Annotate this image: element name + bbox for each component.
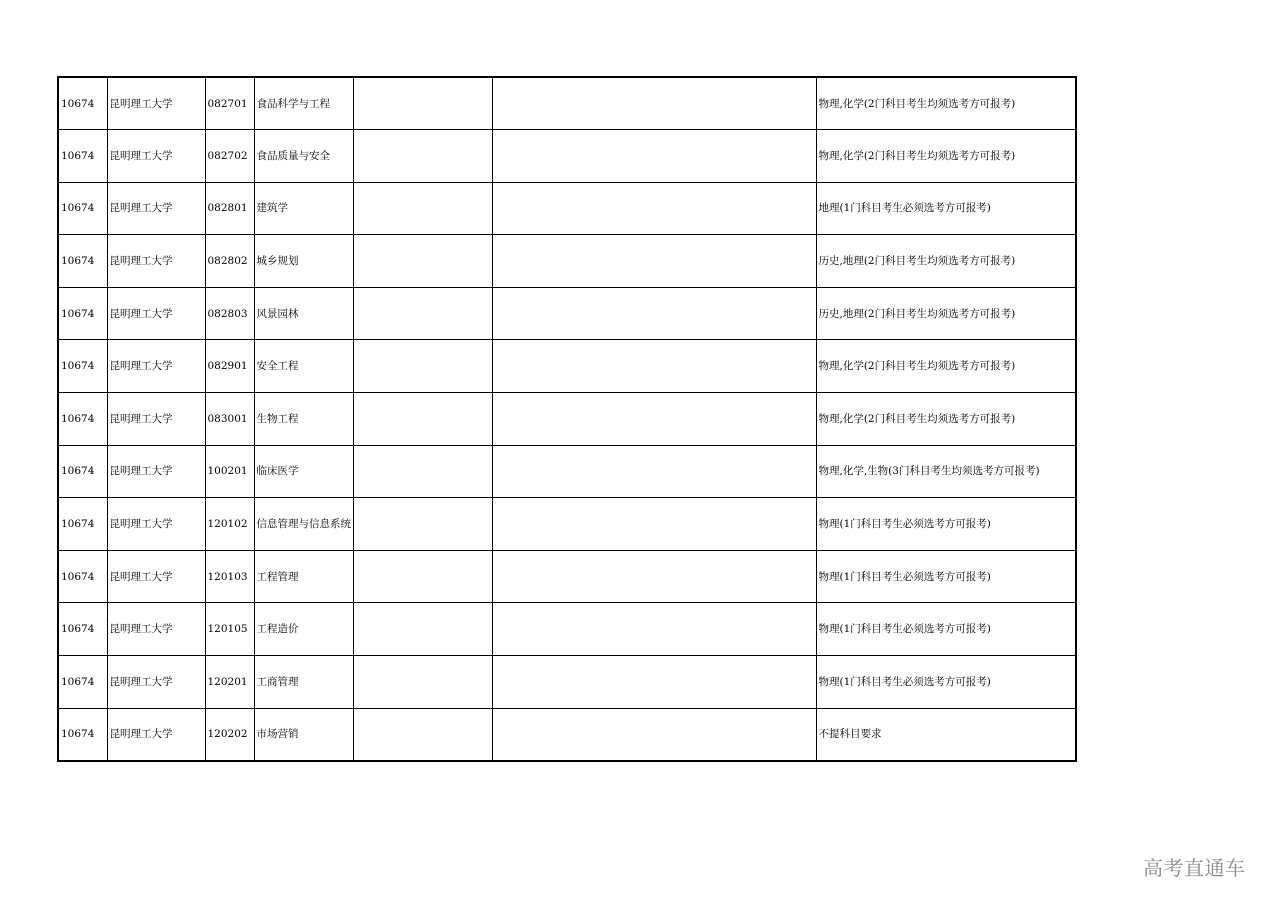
empty-cell bbox=[353, 550, 492, 603]
school-code-cell: 10674 bbox=[58, 708, 107, 761]
school-name-cell: 昆明理工大学 bbox=[107, 550, 205, 603]
school-code-cell: 10674 bbox=[58, 287, 107, 340]
major-name-cell: 食品科学与工程 bbox=[254, 77, 353, 130]
empty-cell bbox=[353, 182, 492, 235]
school-code-cell: 10674 bbox=[58, 77, 107, 130]
school-name-cell: 昆明理工大学 bbox=[107, 498, 205, 551]
empty-cell bbox=[492, 235, 816, 288]
watermark-text: 高考直通车 bbox=[1143, 856, 1246, 880]
table-row bbox=[58, 708, 1076, 761]
empty-cell bbox=[492, 130, 816, 183]
school-name-cell: 昆明理工大学 bbox=[107, 708, 205, 761]
table-row bbox=[58, 287, 1076, 340]
subject-requirement-cell: 地理(1门科目考生必须选考方可报考) bbox=[816, 182, 1076, 235]
empty-cell bbox=[492, 287, 816, 340]
major-code-cell: 082702 bbox=[205, 130, 254, 183]
table-row bbox=[58, 656, 1076, 709]
empty-cell bbox=[492, 708, 816, 761]
empty-cell bbox=[492, 550, 816, 603]
major-code-cell: 082901 bbox=[205, 340, 254, 393]
major-code-cell: 120102 bbox=[205, 498, 254, 551]
empty-cell bbox=[492, 393, 816, 446]
empty-cell bbox=[492, 77, 816, 130]
major-name-cell: 工商管理 bbox=[254, 656, 353, 709]
empty-cell bbox=[492, 656, 816, 709]
major-code-cell: 082801 bbox=[205, 182, 254, 235]
school-name-cell: 昆明理工大学 bbox=[107, 77, 205, 130]
school-name-cell: 昆明理工大学 bbox=[107, 182, 205, 235]
school-name-cell: 昆明理工大学 bbox=[107, 340, 205, 393]
school-name-cell: 昆明理工大学 bbox=[107, 656, 205, 709]
school-code-cell: 10674 bbox=[58, 498, 107, 551]
subject-requirement-cell: 历史,地理(2门科目考生均须选考方可报考) bbox=[816, 235, 1076, 288]
table-row bbox=[58, 550, 1076, 603]
major-code-cell: 082803 bbox=[205, 287, 254, 340]
school-code-cell: 10674 bbox=[58, 130, 107, 183]
subject-requirement-cell: 物理,化学,生物(3门科目考生均须选考方可报考) bbox=[816, 445, 1076, 498]
major-name-cell: 生物工程 bbox=[254, 393, 353, 446]
subject-requirement-cell: 物理,化学(2门科目考生均须选考方可报考) bbox=[816, 393, 1076, 446]
empty-cell bbox=[492, 340, 816, 393]
subject-requirement-cell: 历史,地理(2门科目考生均须选考方可报考) bbox=[816, 287, 1076, 340]
empty-cell bbox=[353, 445, 492, 498]
empty-cell bbox=[353, 77, 492, 130]
school-code-cell: 10674 bbox=[58, 182, 107, 235]
major-code-cell: 120105 bbox=[205, 603, 254, 656]
subject-requirement-cell: 物理(1门科目考生必须选考方可报考) bbox=[816, 603, 1076, 656]
major-name-cell: 市场营销 bbox=[254, 708, 353, 761]
table-row bbox=[58, 498, 1076, 551]
table-body bbox=[58, 77, 1076, 761]
major-name-cell: 安全工程 bbox=[254, 340, 353, 393]
subject-requirement-cell: 物理(1门科目考生必须选考方可报考) bbox=[816, 656, 1076, 709]
subject-requirement-cell: 物理(1门科目考生必须选考方可报考) bbox=[816, 498, 1076, 551]
empty-cell bbox=[492, 498, 816, 551]
school-name-cell: 昆明理工大学 bbox=[107, 603, 205, 656]
major-name-cell: 城乡规划 bbox=[254, 235, 353, 288]
subject-requirement-cell: 物理,化学(2门科目考生均须选考方可报考) bbox=[816, 130, 1076, 183]
major-name-cell: 食品质量与安全 bbox=[254, 130, 353, 183]
major-name-cell: 工程管理 bbox=[254, 550, 353, 603]
major-code-cell: 120103 bbox=[205, 550, 254, 603]
table-row bbox=[58, 130, 1076, 183]
subject-requirement-cell: 物理,化学(2门科目考生均须选考方可报考) bbox=[816, 340, 1076, 393]
major-name-cell: 工程造价 bbox=[254, 603, 353, 656]
major-name-cell: 信息管理与信息系统 bbox=[254, 498, 353, 551]
subject-requirement-cell: 物理,化学(2门科目考生均须选考方可报考) bbox=[816, 77, 1076, 130]
school-name-cell: 昆明理工大学 bbox=[107, 287, 205, 340]
table-row bbox=[58, 182, 1076, 235]
empty-cell bbox=[353, 130, 492, 183]
school-code-cell: 10674 bbox=[58, 340, 107, 393]
school-code-cell: 10674 bbox=[58, 656, 107, 709]
empty-cell bbox=[353, 708, 492, 761]
school-name-cell: 昆明理工大学 bbox=[107, 130, 205, 183]
empty-cell bbox=[353, 656, 492, 709]
table-row bbox=[58, 445, 1076, 498]
empty-cell bbox=[353, 235, 492, 288]
subject-requirement-cell: 不提科目要求 bbox=[816, 708, 1076, 761]
major-code-cell: 120202 bbox=[205, 708, 254, 761]
empty-cell bbox=[353, 393, 492, 446]
major-code-cell: 100201 bbox=[205, 445, 254, 498]
school-name-cell: 昆明理工大学 bbox=[107, 393, 205, 446]
school-code-cell: 10674 bbox=[58, 235, 107, 288]
empty-cell bbox=[353, 287, 492, 340]
subject-requirement-cell: 物理(1门科目考生必须选考方可报考) bbox=[816, 550, 1076, 603]
major-code-cell: 082802 bbox=[205, 235, 254, 288]
empty-cell bbox=[353, 603, 492, 656]
empty-cell bbox=[353, 498, 492, 551]
school-code-cell: 10674 bbox=[58, 603, 107, 656]
major-name-cell: 临床医学 bbox=[254, 445, 353, 498]
table-row bbox=[58, 340, 1076, 393]
subject-requirements-table bbox=[57, 76, 1077, 762]
school-code-cell: 10674 bbox=[58, 550, 107, 603]
table-row bbox=[58, 603, 1076, 656]
table-row bbox=[58, 77, 1076, 130]
empty-cell bbox=[353, 340, 492, 393]
major-code-cell: 082701 bbox=[205, 77, 254, 130]
empty-cell bbox=[492, 445, 816, 498]
school-name-cell: 昆明理工大学 bbox=[107, 445, 205, 498]
school-code-cell: 10674 bbox=[58, 445, 107, 498]
empty-cell bbox=[492, 603, 816, 656]
table-row bbox=[58, 393, 1076, 446]
school-name-cell: 昆明理工大学 bbox=[107, 235, 205, 288]
major-code-cell: 083001 bbox=[205, 393, 254, 446]
major-name-cell: 风景园林 bbox=[254, 287, 353, 340]
school-code-cell: 10674 bbox=[58, 393, 107, 446]
empty-cell bbox=[492, 182, 816, 235]
table-row bbox=[58, 235, 1076, 288]
major-code-cell: 120201 bbox=[205, 656, 254, 709]
major-name-cell: 建筑学 bbox=[254, 182, 353, 235]
